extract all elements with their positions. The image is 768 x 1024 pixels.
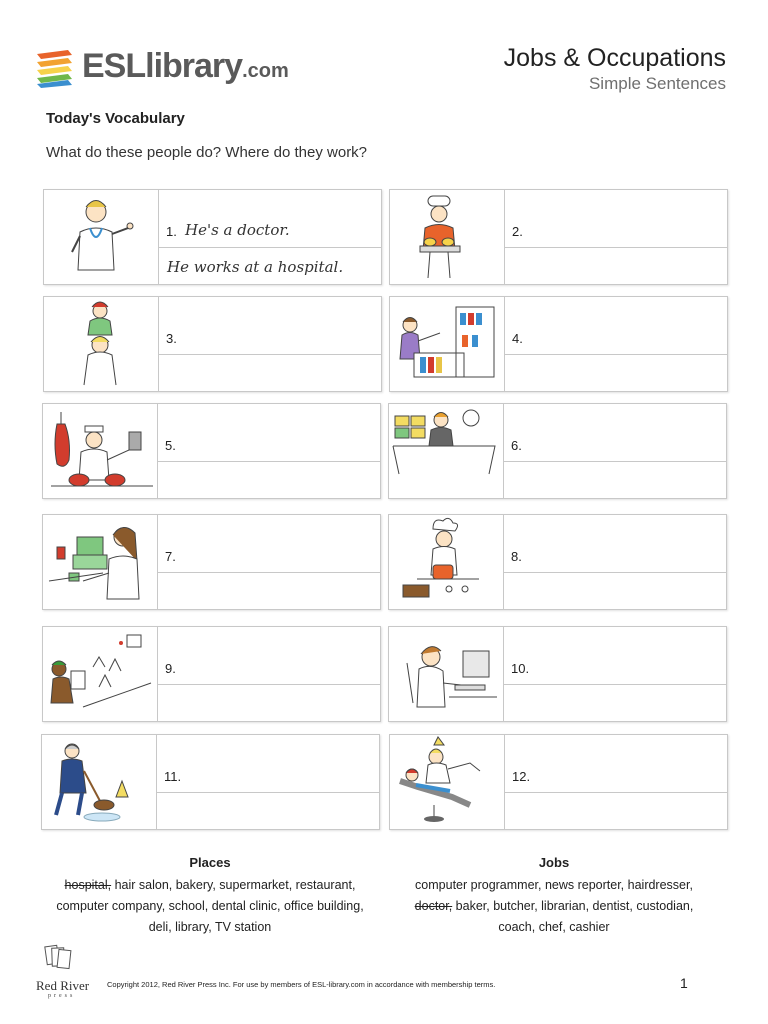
answer-line-1[interactable] [504, 515, 726, 573]
exercise-card-1 [43, 189, 382, 285]
hairdresser-icon [44, 297, 159, 391]
places-line-1 [45, 875, 375, 896]
answer-place: He works at a hospital. [167, 258, 344, 276]
jobs-line-3: coach, chef, cashier [498, 920, 610, 934]
jobs-line-2-rest: baker, butcher, librarian, dentist, custodian, [452, 899, 694, 913]
computer-programmer-icon [389, 627, 504, 721]
answer-line-1[interactable] [505, 297, 727, 355]
exercise-card-12 [389, 734, 728, 830]
answer-line-1[interactable] [504, 627, 726, 685]
item-number: 5. [165, 438, 176, 453]
doctor-icon [44, 190, 159, 284]
places-line-1-rest: hair salon, bakery, supermarket, restaurant, [111, 878, 356, 892]
item-number: 2. [512, 224, 523, 239]
worksheet-title: Jobs & Occupations [503, 44, 726, 72]
exercise-card-7 [42, 514, 381, 610]
coach-icon [43, 627, 158, 721]
copyright-notice: Copyright 2012, Red River Press Inc. For use by members of ESL-library.com in accordance with membership terms. [107, 980, 496, 989]
answer-line-1[interactable] [159, 190, 381, 248]
item-number: 8. [511, 549, 522, 564]
places-line-2: computer company, school, dental clinic, office building, [56, 899, 364, 913]
answer-line-1[interactable] [505, 190, 727, 248]
answer-line-1[interactable] [158, 627, 380, 685]
books-logo-icon [34, 46, 76, 88]
brand-name: ESLlibrary [82, 47, 243, 85]
answer-line-1[interactable] [158, 515, 380, 573]
exercise-card-8 [388, 514, 727, 610]
answer-job: He's a doctor. [185, 221, 290, 239]
answer-line-1[interactable] [159, 297, 381, 355]
exercise-card-5 [42, 403, 381, 499]
publisher-subtitle: press [48, 993, 76, 999]
page-number: 1 [680, 975, 688, 991]
jobs-heading: Jobs [538, 855, 570, 870]
answer-line-1[interactable] [505, 735, 727, 793]
exercise-card-2 [389, 189, 728, 285]
exercise-card-9 [42, 626, 381, 722]
answer-line-1[interactable] [157, 735, 379, 793]
exercise-card-4 [389, 296, 728, 392]
answer-line-1[interactable] [158, 404, 380, 462]
cashier-icon [43, 515, 158, 609]
places-struck-word: hospital, [64, 878, 112, 892]
dentist-icon [390, 735, 505, 829]
item-number: 4. [512, 331, 523, 346]
chef-icon [389, 515, 504, 609]
brand-suffix: .com [242, 60, 289, 82]
item-number: 11. [164, 769, 182, 784]
butcher-icon [43, 404, 158, 498]
item-number: 6. [511, 438, 522, 453]
item-number: 1. [166, 224, 177, 239]
librarian-icon [390, 297, 505, 391]
jobs-struck-word: doctor, [414, 899, 453, 913]
jobs-line-2 [389, 896, 719, 917]
item-number: 10. [511, 661, 530, 676]
custodian-icon [42, 735, 157, 829]
item-number: 12. [512, 769, 531, 784]
jobs-line-1: computer programmer, news reporter, hairdresser, [415, 878, 693, 892]
places-heading: Places [189, 855, 231, 870]
news-reporter-icon [389, 404, 504, 498]
baker-icon [390, 190, 505, 284]
esl-library-logo [34, 44, 289, 92]
answer-line-1[interactable] [504, 404, 726, 462]
jobs-word-bank [389, 852, 719, 938]
places-word-bank [45, 852, 375, 938]
exercise-card-6 [388, 403, 727, 499]
item-number: 9. [165, 661, 176, 676]
worksheet-subtitle: Simple Sentences [588, 74, 726, 93]
item-number: 7. [165, 549, 176, 564]
exercise-card-10 [388, 626, 727, 722]
section-heading: Today's Vocabulary [46, 110, 185, 127]
places-line-3: deli, library, TV station [148, 920, 272, 934]
instruction-text: What do these people do? Where do they work? [46, 144, 368, 161]
item-number: 3. [166, 331, 177, 346]
publisher-name: Red River [36, 978, 90, 993]
exercise-card-3 [43, 296, 382, 392]
exercise-card-11 [41, 734, 380, 830]
